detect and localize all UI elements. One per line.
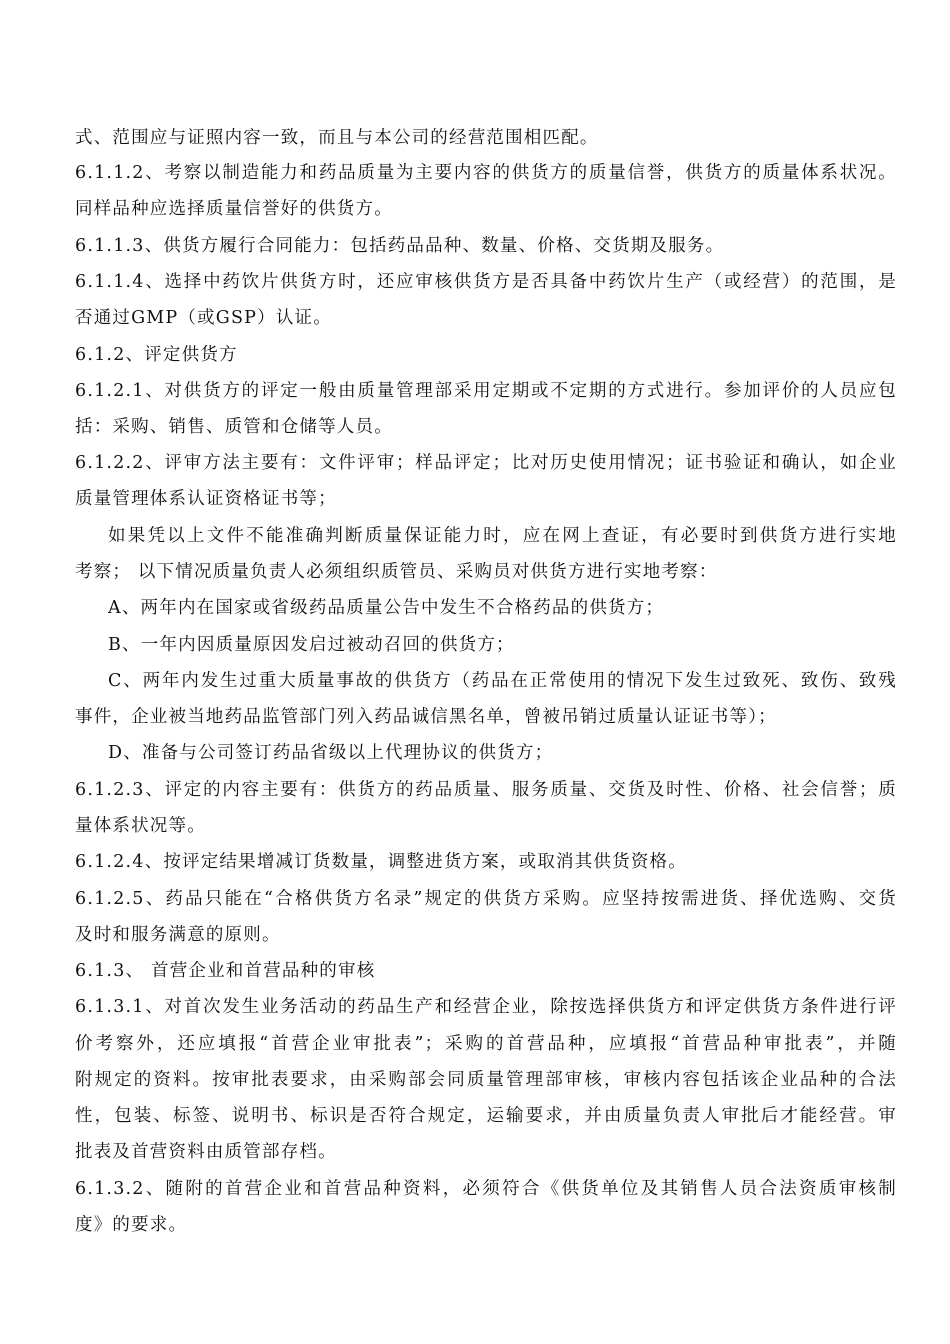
- list-item-b: B、一年内因质量原因发启过被动召回的供货方；: [108, 635, 515, 655]
- text-line: 6.1.1.2、考察以制造能力和药品质量为主要内容的供货方的质量信誉，供货方的质量体系状况。: [75, 163, 897, 183]
- text-line: 6.1.1.3、供货方履行合同能力：包括药品品种、数量、价格、交货期及服务。: [75, 236, 725, 256]
- text-line: 6.1.2.5、药品只能在“合格供货方名录”规定的供货方采购。应坚持按需进货、择优选购、交货: [75, 889, 897, 909]
- list-item-a: A、两年内在国家或省级药品质量公告中发生不合格药品的供货方；: [108, 598, 665, 618]
- text-line: 附规定的资料。按审批表要求，由采购部会同质量管理部审核，审核内容包括该企业品种的合法: [75, 1070, 897, 1090]
- list-item-c: C、两年内发生过重大质量事故的供货方（药品在正常使用的情况下发生过致死、致伤、致残: [108, 671, 897, 691]
- text-line: 价考察外，还应填报“首营企业审批表”；采购的首营品种，应填报“首营品种审批表”，并随: [75, 1034, 897, 1054]
- list-item-d: D、准备与公司签订药品省级以上代理协议的供货方；: [108, 743, 554, 763]
- text-line: 6.1.2.2、评审方法主要有：文件评审；样品评定；比对历史使用情况；证书验证和确认，如企业: [75, 453, 897, 473]
- text-line: 6.1.2.1、对供货方的评定一般由质量管理部采用定期或不定期的方式进行。参加评价的人员应包: [75, 381, 897, 401]
- text-line: 6.1.1.4、选择中药饮片供货方时，还应审核供货方是否具备中药饮片生产（或经营）的范围，是: [75, 272, 897, 292]
- text-line: 性，包装、标签、说明书、标识是否符合规定，运输要求，并由质量负责人审批后才能经营。审: [75, 1106, 897, 1126]
- text-line: 量体系状况等。: [75, 816, 206, 836]
- text-line: 及时和服务满意的原则。: [75, 925, 281, 945]
- section-heading: 6.1.3、 首营企业和首营品种的审核: [75, 961, 376, 981]
- text-line: 考察； 以下情况质量负责人必须组织质管员、采购员对供货方进行实地考察：: [75, 562, 718, 582]
- text-line: 6.1.2.3、评定的内容主要有：供货方的药品质量、服务质量、交货及时性、价格、社会信誉；质: [75, 780, 897, 800]
- text-line: 同样品种应选择质量信誉好的供货方。: [75, 199, 393, 219]
- text-line: 否通过GMP（或GSP）认证。: [75, 308, 332, 328]
- text-line: 6.1.3.2、随附的首营企业和首营品种资料，必须符合《供货单位及其销售人员合法资质审核制: [75, 1179, 897, 1199]
- text-line: 事件，企业被当地药品监管部门列入药品诚信黑名单，曾被吊销过质量认证证书等）；: [75, 707, 777, 727]
- text-line: 度》的要求。: [75, 1215, 188, 1235]
- section-heading: 6.1.2、评定供货方: [75, 345, 238, 365]
- text-line: 6.1.3.1、对首次发生业务活动的药品生产和经营企业，除按选择供货方和评定供货方条件进行评: [75, 997, 897, 1017]
- text-line: 质量管理体系认证资格证书等；: [75, 489, 337, 509]
- text-line: 括：采购、销售、质管和仓储等人员。: [75, 417, 393, 437]
- text-line: 如果凭以上文件不能准确判断质量保证能力时，应在网上查证，有必要时到供货方进行实地: [108, 526, 897, 546]
- text-line: 6.1.2.4、按评定结果增减订货数量，调整进货方案，或取消其供货资格。: [75, 852, 687, 872]
- text-line: 式、范围应与证照内容一致，而且与本公司的经营范围相匹配。: [75, 128, 599, 148]
- text-line: 批表及首营资料由质管部存档。: [75, 1142, 337, 1162]
